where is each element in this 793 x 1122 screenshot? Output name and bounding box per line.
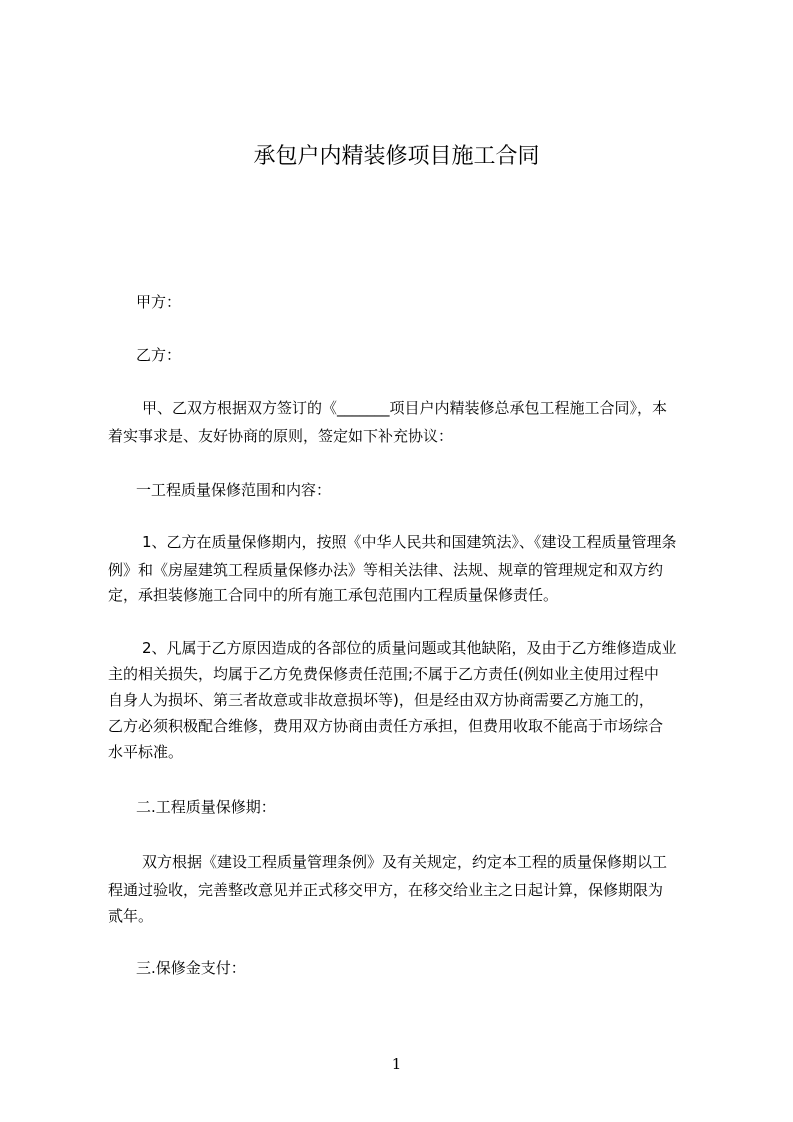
section-1-item-2-line-5: 水平标准。 <box>108 743 184 761</box>
section-1-item-2-line-1: 2、凡属于乙方原因造成的各部位的质量问题或其他缺陷，及由于乙方维修造成业 <box>142 639 677 657</box>
section-2-heading: 二.工程质量保修期： <box>136 798 276 816</box>
section-1-heading: 一工程质量保修范围和内容： <box>136 481 332 499</box>
section-2-line-2: 程通过验收，完善整改意见并正式移交甲方，在移交给业主之日起计算，保修期限为 <box>108 881 664 899</box>
party-b-label: 乙方： <box>136 346 182 364</box>
party-a-label: 甲方： <box>136 293 182 311</box>
section-2-line-1: 双方根据《建设工程质量管理条例》及有关规定，约定本工程的质量保修期以工 <box>142 853 668 871</box>
intro-line-1: 甲、乙双方根据双方签订的《_______项目户内精装修总承包工程施工合同》，本 <box>142 399 668 417</box>
section-1-item-1-line-1: 1、乙方在质量保修期内，按照《中华人民共和国建筑法》、《建设工程质量管理条 <box>142 533 677 551</box>
section-1-item-1-line-3: 定，承担装修施工合同中的所有施工承包范围内工程质量保修责任。 <box>108 586 559 604</box>
intro-line-2: 着实事求是、友好协商的原则，签定如下补充协议： <box>108 427 454 445</box>
section-1-item-2-line-4: 乙方必须积极配合维修，费用双方协商由责任方承担，但费用收取不能高于市场综合 <box>108 717 664 735</box>
section-1-item-1-line-2: 例》和《房屋建筑工程质量保修办法》等相关法律、法规、规章的管理规定和双方约 <box>108 561 664 579</box>
section-3-heading: 三.保修金支付： <box>136 959 246 977</box>
section-2-line-3: 贰年。 <box>108 907 154 925</box>
document-title: 承包户内精装修项目施工合同 <box>253 144 540 169</box>
page-number: 1 <box>391 1055 402 1073</box>
section-1-item-2-line-2: 主的相关损失，均属于乙方免费保修责任范围;不属于乙方责任(例如业主使用过程中 <box>108 665 659 683</box>
section-1-item-2-line-3: 自身人为损坏、第三者故意或非故意损坏等)，但是经由双方协商需要乙方施工的， <box>108 691 654 709</box>
